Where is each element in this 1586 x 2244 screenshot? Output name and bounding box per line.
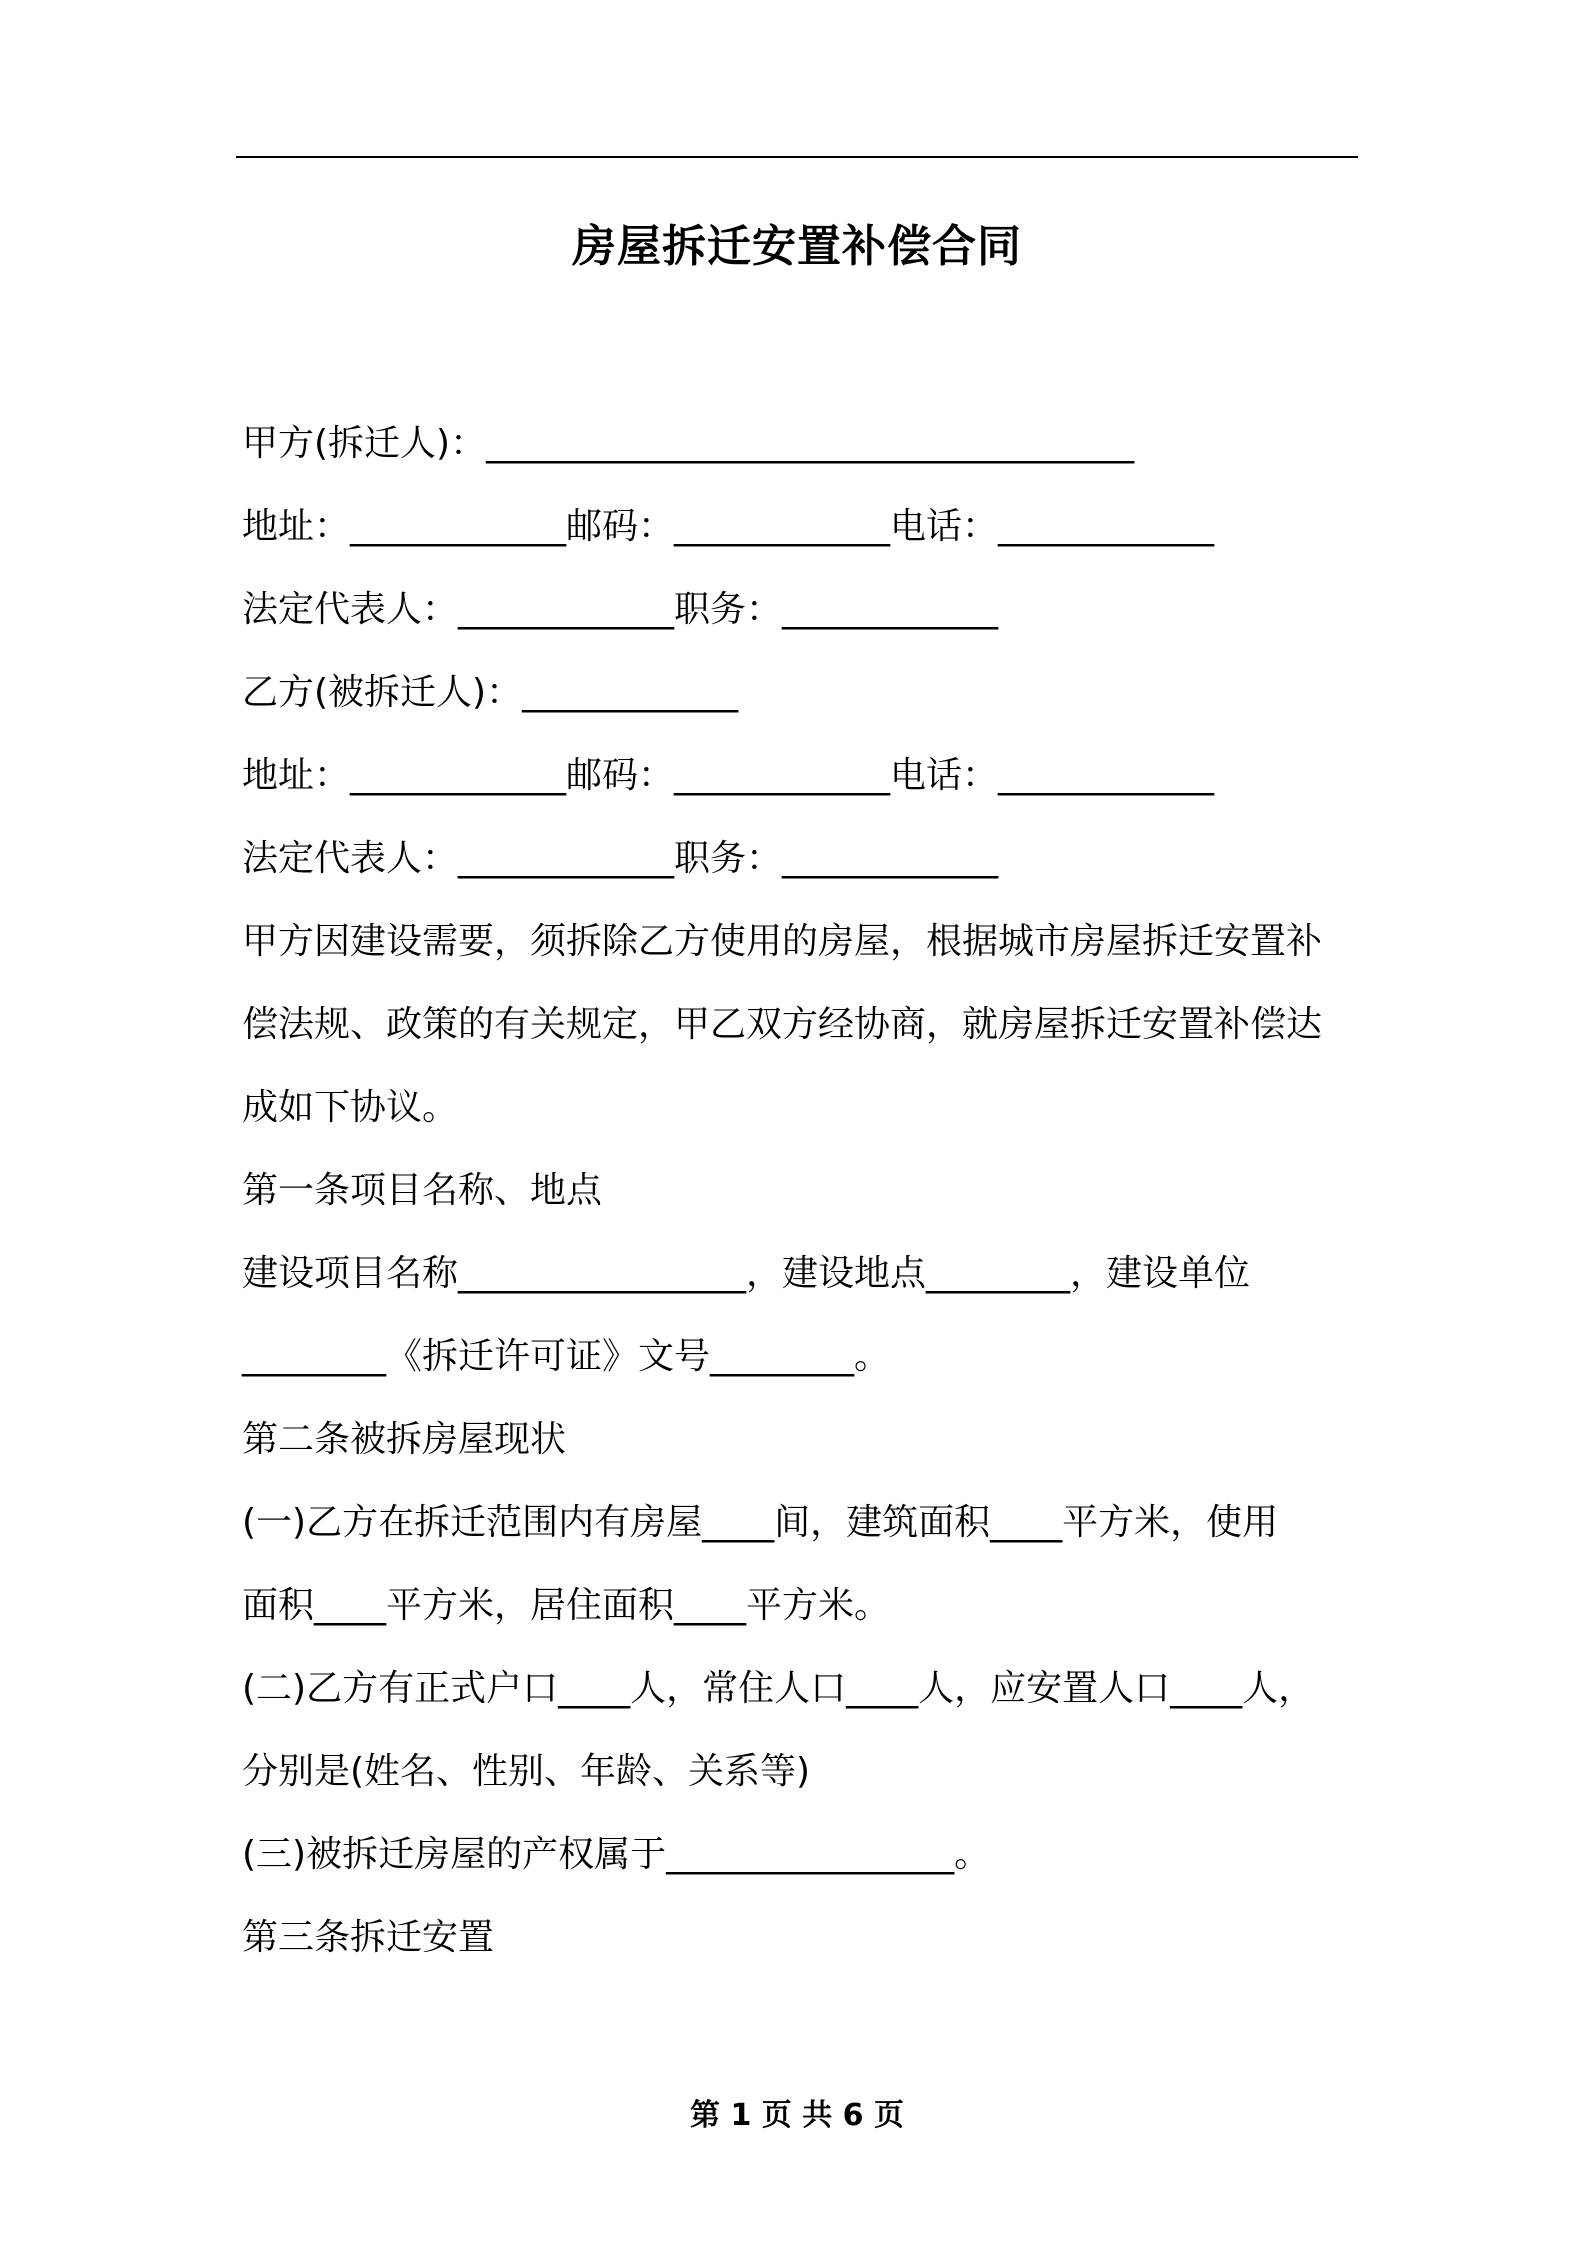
page-footer: 第 1 页 共 6 页 xyxy=(690,2098,904,2133)
party-a-line: 甲方(拆迁人)：____________________________________ xyxy=(242,423,1135,464)
preamble-line-1: 甲方因建设需要，须拆除乙方使用的房屋，根据城市房屋拆迁安置补 xyxy=(242,921,1323,962)
party-b-address-line: 地址：____________邮码：____________电话：____________ xyxy=(242,755,1215,796)
article-2-item-3: (三)被拆迁房屋的产权属于________________。 xyxy=(242,1834,991,1875)
article-2-item-2-line-2: 分别是(姓名、性别、年龄、关系等) xyxy=(242,1751,811,1792)
article-1-line-2: ________《拆迁许可证》文号________。 xyxy=(242,1336,891,1377)
article-1-line-1: 建设项目名称________________，建设地点________，建设单位 xyxy=(242,1253,1251,1294)
article-2-item-1-line-2: 面积____平方米，居住面积____平方米。 xyxy=(242,1585,891,1626)
party-b-representative-line: 法定代表人：____________职务：____________ xyxy=(242,838,999,879)
article-1-heading: 第一条项目名称、地点 xyxy=(242,1170,603,1211)
article-2-item-1-line-1: (一)乙方在拆迁范围内有房屋____间，建筑面积____平方米，使用 xyxy=(242,1502,1279,1543)
party-b-line: 乙方(被拆迁人)：____________ xyxy=(242,672,739,713)
preamble-line-3: 成如下协议。 xyxy=(242,1087,459,1128)
party-a-representative-line: 法定代表人：____________职务：____________ xyxy=(242,589,999,630)
header-rule xyxy=(236,156,1358,158)
party-a-address-line: 地址：____________邮码：____________电话：____________ xyxy=(242,506,1215,547)
preamble-line-2: 偿法规、政策的有关规定，甲乙双方经协商，就房屋拆迁安置补偿达 xyxy=(242,1004,1323,1045)
document-title: 房屋拆迁安置补偿合同 xyxy=(572,221,1022,272)
article-2-heading: 第二条被拆房屋现状 xyxy=(242,1419,567,1460)
article-3-heading: 第三条拆迁安置 xyxy=(242,1917,495,1958)
article-2-item-2-line-1: (二)乙方有正式户口____人，常住人口____人，应安置人口____人， xyxy=(242,1668,1315,1709)
document-body xyxy=(242,402,1358,1979)
